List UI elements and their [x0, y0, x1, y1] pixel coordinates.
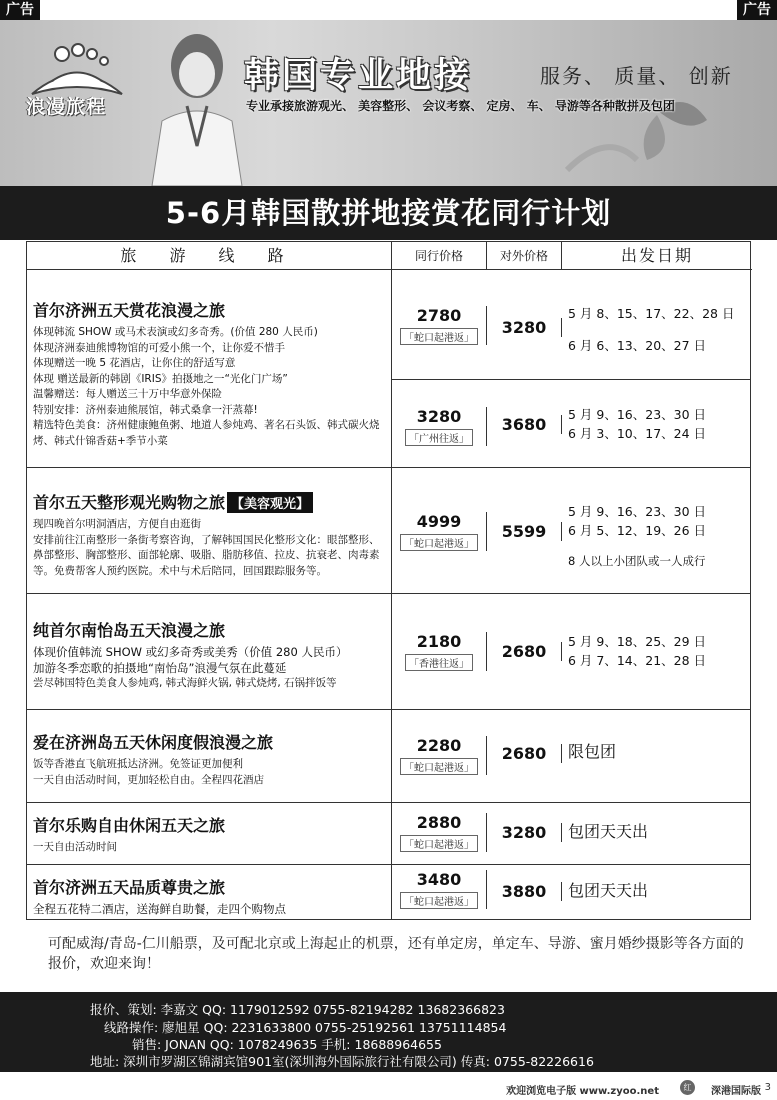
price-retail: 3280 [487, 318, 562, 337]
price-retail: 3680 [487, 415, 562, 434]
route-detail: 饭等香港直飞航班抵达济洲。免签证更加便利 [33, 758, 243, 770]
table-row [27, 865, 750, 919]
departure-port: 「蛇口起港返」 [400, 328, 478, 345]
footer-text: 欢迎浏览电子版 www.zyoo.net [506, 1086, 659, 1097]
banner [0, 20, 777, 186]
route-title: 首尔济洲五天赏花浪漫之旅 [33, 301, 226, 320]
route-detail: 精选特色美食：济州健康鲍鱼粥、地道人参炖鸡、著名石头饭、韩式碳火烧烤、韩式什锦香菇+季节小菜 [33, 419, 380, 447]
price-trade-cell [392, 870, 487, 909]
price-trade-cell [392, 813, 487, 852]
banner-title: 韩国专业地接 [244, 56, 473, 96]
price-trade-cell [392, 407, 487, 446]
contact-bar [0, 992, 777, 1072]
price-retail: 2680 [487, 744, 562, 763]
route-title: 首尔济洲五天品质尊贵之旅 [33, 878, 226, 897]
route-detail: 尝尽韩国特色美食人参炖鸡, 韩式海鲜火锅, 韩式烧烤, 石锅拌饭等 [33, 677, 337, 689]
route-cell [27, 468, 392, 593]
price-trade-cell [392, 512, 487, 551]
route-detail: 体现韩流 SHOW 或马术表演或幻多奇秀。(价值 280 人民币) [33, 326, 318, 338]
departure-port: 「广州往返」 [405, 429, 473, 446]
route-detail: 体现 赠送最新的韩剧《IRIS》拍摄地之一“光化门广场” [33, 372, 288, 385]
dates-cell [562, 742, 750, 761]
dates-cell [562, 822, 750, 841]
route-detail: 温馨赠送：每人赠送三十万中华意外保险 [33, 388, 222, 400]
price-retail: 3880 [487, 882, 562, 901]
price-trade-cell [392, 632, 487, 671]
route-cell [27, 865, 392, 919]
table-row [27, 594, 750, 710]
page-number: 3 [764, 1082, 771, 1093]
departure-date: 限包团 [568, 742, 617, 761]
price-retail: 3280 [487, 823, 562, 842]
route-title: 首尔乐购自由休闲五天之旅 [33, 816, 226, 835]
departure-date: 6 月 3、10、17、24 日 [568, 426, 707, 441]
route-title: 爱在济洲岛五天休闲度假浪漫之旅 [33, 733, 274, 752]
route-cell [27, 594, 392, 709]
dates-cell [562, 502, 750, 571]
route-detail: 一天自由活动时间 [33, 841, 117, 853]
table-row [27, 270, 750, 468]
route-detail: 安排前往江南整形一条街考察咨询，了解韩国国民化整形文化：眼部整形、鼻部整形、胸部整形、面部轮廓、吸脂、脂肪移值、拉皮、抗衰老、肉毒素等。免费帮客人预约医院。术中与术后陪同，回国跟踪服务等。 [33, 533, 380, 577]
ad-label-right: 广告 [737, 0, 777, 20]
departure-port: 「香港往返」 [405, 654, 473, 671]
departure-date: 6 月 7、14、21、28 日 [568, 653, 707, 668]
main-title: 5-6月韩国散拼地接赏花同行计划 [0, 186, 777, 240]
header-price-retail: 对外价格 [487, 242, 562, 270]
price-trade-cell [392, 306, 487, 345]
departure-date: 5 月 9、16、23、30 日 [568, 504, 707, 519]
price-trade: 2780 [416, 306, 462, 325]
departure-port: 「蛇口起港返」 [400, 892, 478, 909]
itinerary-table [26, 241, 751, 920]
route-detail: 体现价值韩流 SHOW 或幻多奇秀或美秀（价值 280 人民币） [33, 645, 348, 659]
route-detail: 体现济洲泰迪熊博物馆的可爱小熊一个，让你爱不惜手 [33, 341, 285, 354]
departure-date: 包团天天出 [568, 881, 649, 900]
price-trade: 4999 [416, 512, 462, 531]
dates-cell [562, 405, 750, 443]
route-title [33, 490, 385, 513]
departure-date: 包团天天出 [568, 822, 649, 841]
route-title-text: 首尔五天整形观光购物之旅 [33, 493, 226, 512]
header-price-trade: 同行价格 [392, 242, 487, 270]
price-trade: 3480 [416, 870, 462, 889]
hanbok-woman-photo [132, 26, 262, 186]
contact-operations: 线路操作: 廖旭星 QQ: 2231633800 0755-25192561 13751114854 [104, 1020, 507, 1035]
header-route: 旅 游 线 路 [27, 242, 392, 270]
route-detail: 体现赠送一晚 5 花酒店，让你住的舒适写意 [33, 357, 236, 369]
price-trade-cell [392, 736, 487, 775]
price-trade: 3280 [416, 407, 462, 426]
table-row [27, 803, 750, 865]
notice-text: 可配威海/青岛-仁川船票，及可配北京或上海起止的机票，还有单定房，单定车、导游、蜜月婚纱摄影等各方面的报价，欢迎来询！ [48, 936, 744, 972]
ad-label-left: 广告 [0, 0, 40, 20]
dates-cell [562, 632, 750, 670]
departure-date: 5 月 8、15、17、22、28 日 [568, 306, 735, 321]
route-detail: 现四晚首尔明洞酒店，方便自由逛街 [33, 518, 201, 530]
dates-cell [562, 881, 750, 900]
departure-port: 「蛇口起港返」 [400, 835, 478, 852]
banner-motto: 服务、 质量、 创新 [540, 64, 733, 88]
price-trade: 2280 [416, 736, 462, 755]
route-cell [27, 803, 392, 864]
route-tag: 【美容观光】 [227, 492, 313, 513]
banner-subtitle: 专业承接旅游观光、 美容整形、 会议考察、 定房、 车、 导游等各种散拼及包团 [246, 99, 675, 113]
price-trade: 2880 [416, 813, 462, 832]
price-trade: 2180 [416, 632, 462, 651]
route-detail: 全程五花特二酒店，送海鲜自助餐，走四个购物点 [33, 902, 286, 916]
departure-date: 5 月 9、16、23、30 日 [568, 407, 707, 422]
price-retail: 2680 [487, 642, 562, 661]
header-dates: 出发日期 [562, 242, 752, 270]
route-title: 纯首尔南怡岛五天浪漫之旅 [33, 621, 226, 640]
departure-port: 「蛇口起港返」 [400, 758, 478, 775]
departure-date: 5 月 9、18、25、29 日 [568, 634, 707, 649]
route-cell [27, 710, 392, 802]
price-retail: 5599 [487, 522, 562, 541]
contact-address: 地址: 深圳市罗湖区锦湖宾馆901室(深圳海外国际旅行社有限公司) 传真: 0755-82226616 [90, 1054, 594, 1069]
table-row [27, 468, 750, 594]
dates-cell [562, 304, 750, 355]
table-row [27, 710, 750, 803]
option-divider [392, 379, 750, 380]
route-detail: 特别安排：济州泰迪熊展馆，韩式桑拿一汗蒸幕! [33, 403, 258, 416]
route-detail: 加游冬季恋歌的拍摄地“南怡岛”浪漫气氛在此蔓延 [33, 660, 287, 675]
seal-icon: 红 [680, 1080, 695, 1095]
departure-port: 「蛇口起港返」 [400, 534, 478, 551]
route-detail: 一天自由活动时间，更加轻松自由。全程四花酒店 [33, 773, 264, 786]
edition-label: 深港国际版 [711, 1086, 761, 1097]
page-footer [0, 1077, 777, 1100]
route-cell [27, 270, 392, 467]
logo-text: 浪漫旅程 [26, 96, 107, 118]
departure-date: 6 月 5、12、19、26 日 [568, 523, 707, 538]
departure-date: 6 月 6、13、20、27 日 [568, 338, 707, 353]
date-note: 8 人以上小团队或一人成行 [568, 554, 706, 568]
contact-quote: 报价、策划: 李嘉文 QQ: 1179012592 0755-82194282 13682366823 [90, 1002, 505, 1017]
contact-sales: 销售: JONAN QQ: 1078249635 手机: 18688964655 [132, 1037, 442, 1052]
